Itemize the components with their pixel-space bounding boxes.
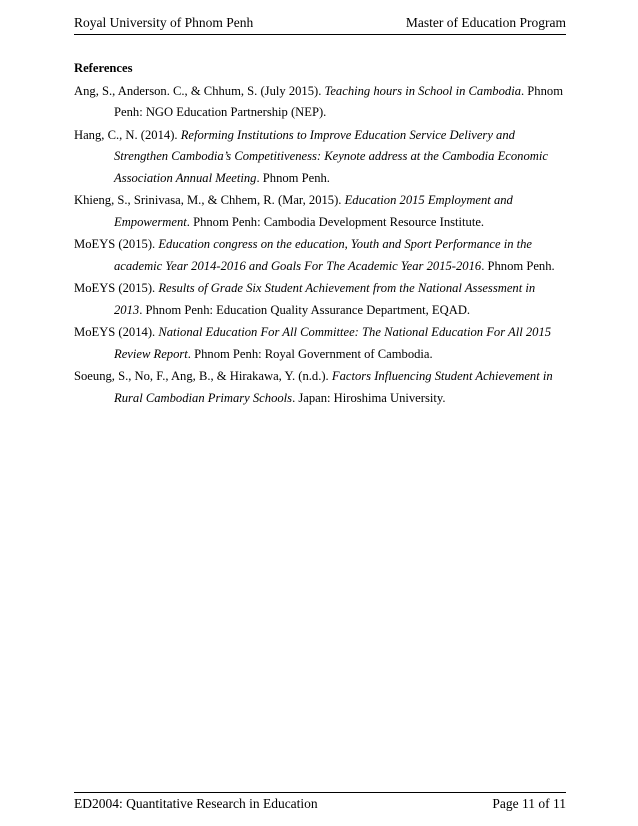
reference-publisher: . Phnom Penh: NGO Education Partnership (NEP). — [114, 83, 563, 119]
header-university: Royal University of Phnom Penh — [74, 15, 254, 30]
reference-authors: MoEYS (2014). — [74, 325, 156, 339]
page-footer — [74, 792, 566, 817]
reference-title: Education congress on the education, Youth and Sport Performance in the academic Year 2014-2016 and Goals For The Academic Year 2015-2016 — [114, 237, 533, 273]
reference-publisher: . Phnom Penh: Education Quality Assurance Department, EQAD. — [139, 302, 471, 317]
references-section — [74, 58, 566, 410]
reference-authors: Hang, C., N. (2014). — [74, 127, 178, 142]
reference-title: Teaching hours in School in Cambodia — [324, 83, 521, 98]
reference-publisher: . Phnom Penh: Royal Government of Cambodia. — [187, 346, 433, 361]
reference-authors: Ang, S., Anderson. C., & Chhum, S. (July 2015). — [74, 83, 322, 98]
reference-entry — [74, 81, 566, 124]
page-number: Page 11 of 11 — [492, 796, 566, 811]
section-title: References — [74, 61, 133, 75]
reference-entry — [74, 234, 566, 277]
reference-title: Factors Influencing Student Achievement in Rural Cambodian Primary Schools — [114, 369, 553, 405]
reference-publisher: . Phnom Penh. — [256, 170, 330, 185]
reference-entry — [74, 366, 566, 409]
reference-title: Reforming Institutions to Improve Education Service Delivery and Strengthen Cambodia’s Competitiveness: Keynote address at the Cambodia Economic Association Annual Meeting — [114, 127, 548, 185]
reference-entry — [74, 278, 566, 321]
header-program: Master of Education Program — [405, 15, 566, 30]
reference-entry — [74, 190, 566, 233]
reference-publisher: . Japan: Hiroshima University. — [292, 390, 446, 405]
reference-publisher: . Phnom Penh. — [481, 258, 555, 273]
reference-title: National Education For All Committee: The National Education For All 2015 Review Report — [114, 325, 552, 361]
reference-entry — [74, 322, 566, 365]
reference-authors: MoEYS (2015). — [74, 281, 156, 295]
reference-entry — [74, 125, 566, 190]
reference-authors: Khieng, S., Srinivasa, M., & Chhem, R. (Mar, 2015). — [74, 193, 342, 207]
reference-authors: Soeung, S., No, F., Ang, B., & Hirakawa, Y. (n.d.). — [74, 369, 329, 383]
reference-title: Education 2015 Employment and Empowerment — [114, 193, 513, 229]
reference-authors: MoEYS (2015). — [74, 237, 156, 251]
page-header — [74, 12, 566, 35]
footer-course: ED2004: Quantitative Research in Education — [74, 796, 318, 811]
reference-title: Results of Grade Six Student Achievement from the National Assessment in 2013 — [114, 281, 536, 317]
reference-publisher: . Phnom Penh: Cambodia Development Resource Institute. — [186, 214, 485, 229]
